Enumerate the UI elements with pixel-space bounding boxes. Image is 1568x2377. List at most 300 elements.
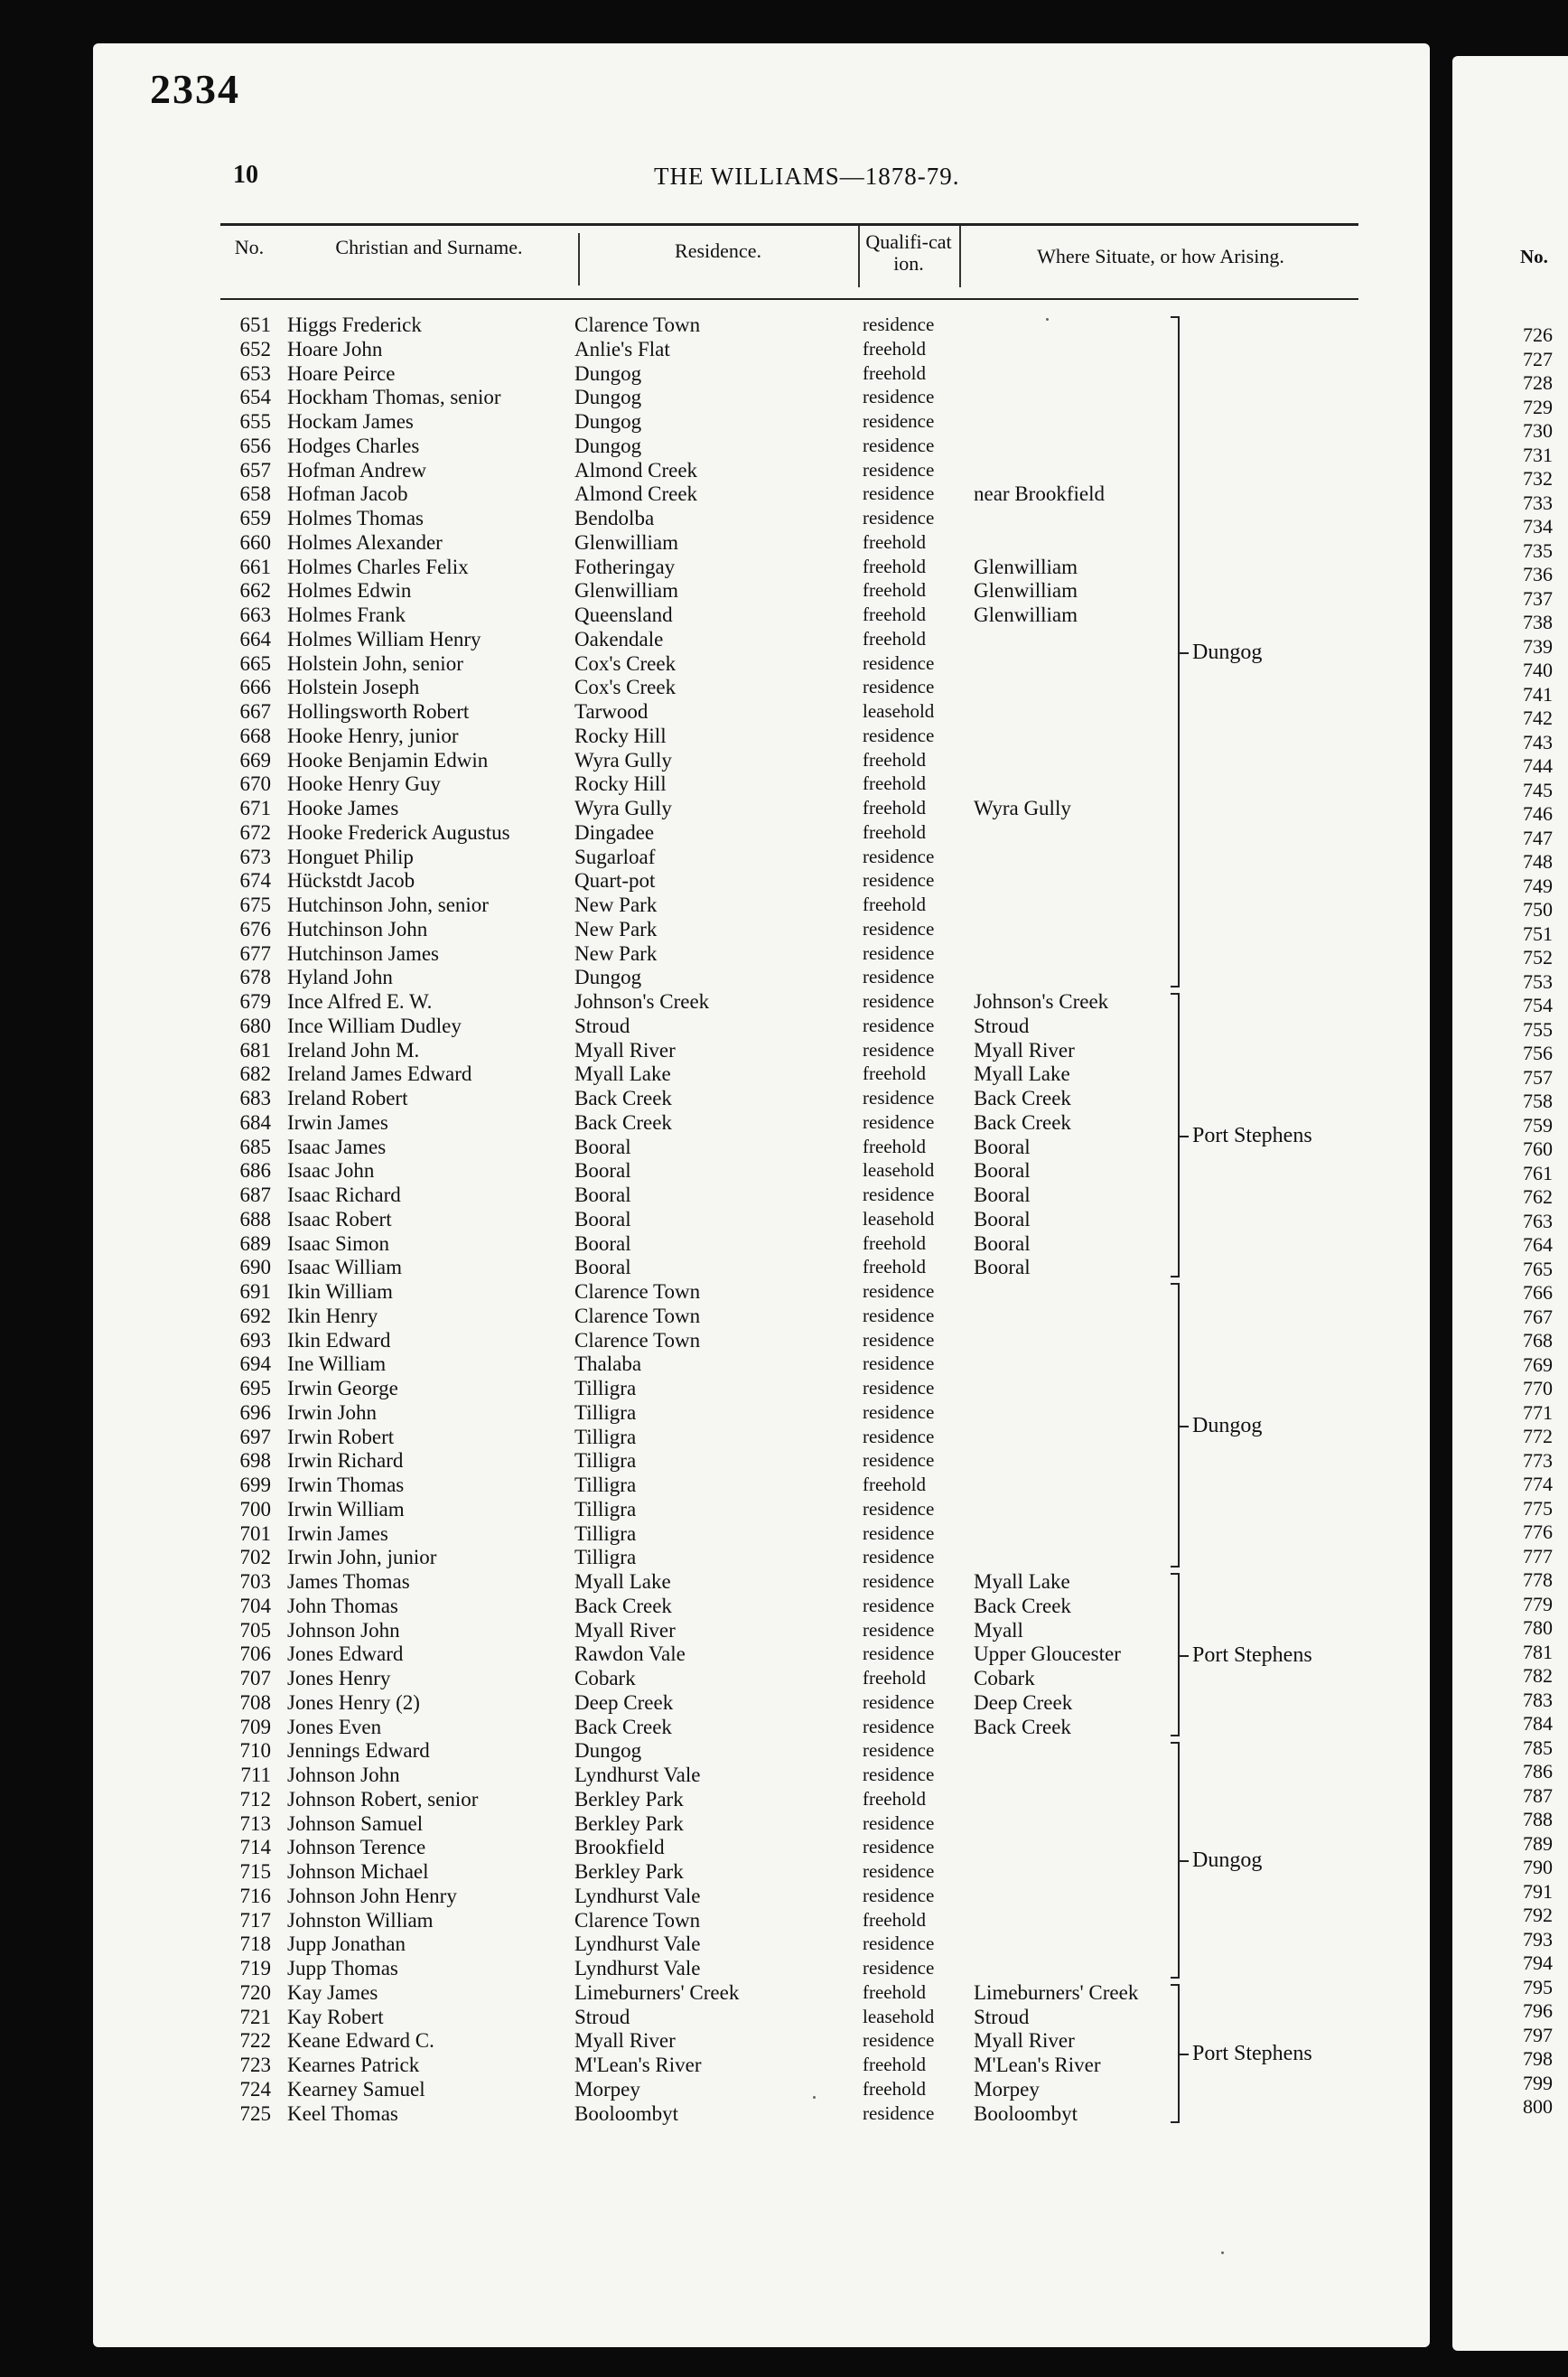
next-page-entry-number: 798 [1523,2047,1553,2070]
next-page-entry-number: 727 [1523,347,1553,370]
entry-number: 715 [239,1860,271,1883]
entry-number: 684 [239,1110,271,1134]
entry-qualification: residence [863,869,935,892]
entry-residence: Rocky Hill [574,772,667,796]
next-page-entry-number: 749 [1523,874,1553,897]
entry-where-situate: Booral [974,1231,1031,1255]
entry-name: Kay Robert [287,2005,384,2028]
entry-qualification: residence [863,1957,935,1979]
entry-number: 652 [239,337,271,360]
entry-qualification: freehold [863,1787,926,1810]
entry-residence: Lyndhurst Vale [574,1764,701,1786]
entry-number: 651 [239,314,271,336]
table-row [0,1158,1409,1183]
entry-number: 688 [239,1207,271,1231]
entry-number: 682 [239,1062,271,1086]
next-page-entry-number: 729 [1523,395,1553,418]
table-row [0,772,1409,796]
next-page-entry-number: 769 [1523,1352,1553,1376]
entry-qualification: residence [863,1690,935,1713]
entry-number: 689 [239,1231,271,1255]
entry-name: Holmes Frank [287,604,406,626]
next-page-entry-number: 765 [1523,1257,1553,1280]
next-page-entry-number: 742 [1523,707,1553,729]
group-label: Dungog [1192,1413,1263,1437]
bracket-point [1180,1136,1189,1137]
entry-residence: Booral [574,1231,631,1255]
entry-name: Hückstdt Jacob [287,869,415,893]
next-page-entry-number: 738 [1523,611,1553,633]
entry-residence: Bendolba [574,507,655,529]
entry-name: Hockham Thomas, senior [287,386,501,409]
table-row [0,1376,1409,1400]
entry-name: Hollingsworth Robert [287,700,470,723]
entry-residence: Tilligra [574,1474,637,1496]
entry-number: 695 [239,1377,271,1399]
entry-qualification: residence [863,1328,935,1351]
entry-number: 658 [239,482,271,506]
entry-where-situate: Myall River [974,1038,1075,1062]
entry-number: 674 [239,869,271,893]
entry-where-situate: Myall River [974,2029,1075,2053]
next-page-entry-number: 779 [1523,1592,1553,1615]
next-page-entry-number: 794 [1523,1951,1553,1974]
entry-number: 676 [239,917,271,941]
next-page-entry-number: 743 [1523,730,1553,753]
entry-where-situate: Morpey [974,2077,1040,2101]
paper-speck [813,2096,816,2099]
entry-name: Johnson Michael [287,1860,429,1883]
table-row [0,724,1409,748]
entry-residence: Morpey [574,2077,640,2101]
entry-residence: Dingadee [574,820,655,844]
entry-residence: Myall River [574,2029,676,2053]
entry-qualification: residence [863,1449,935,1472]
entry-where-situate: Johnson's Creek [974,990,1109,1013]
entry-name: Hooke James [287,797,399,819]
entry-name: Irwin James [287,1110,388,1134]
entry-number: 659 [239,507,271,529]
entry-residence: Glenwilliam [574,579,678,603]
next-page-entry-number: 733 [1523,491,1553,514]
group-label: Port Stephens [1192,1123,1312,1147]
next-page-entry-number: 756 [1523,1042,1553,1064]
entry-name: Hoare John [287,337,383,360]
next-page-entry-number: 747 [1523,826,1553,849]
table-row [0,555,1409,579]
entry-residence: Clarence Town [574,1908,701,1932]
entry-residence: Thalaba [574,1352,642,1376]
entry-name: Hutchinson John [287,917,428,941]
entry-qualification: residence [863,917,935,940]
entry-name: Irwin Richard [287,1449,404,1473]
entry-qualification: freehold [863,772,926,795]
entry-residence: Booloombyt [574,2101,679,2125]
next-page-entry-number: 740 [1523,659,1553,681]
entry-number: 656 [239,434,271,457]
next-page-entry-number: 741 [1523,682,1553,706]
entry-qualification: residence [863,845,935,867]
entry-qualification: freehold [863,1980,926,2003]
entry-number: 703 [239,1570,271,1593]
entry-name: Ine William [287,1352,387,1376]
entry-number: 668 [239,724,271,747]
entry-where-situate: Back Creek [974,1715,1071,1738]
entry-qualification: residence [863,966,935,988]
entry-qualification: freehold [863,2077,926,2100]
entry-qualification: residence [863,434,935,456]
entry-where-situate: Glenwilliam [974,579,1078,603]
next-page-entry-number: 762 [1523,1185,1553,1208]
entry-residence: Clarence Town [574,1280,701,1303]
entry-qualification: residence [863,1715,935,1737]
entry-name: Irwin John, junior [287,1546,437,1569]
next-page-entry-number: 744 [1523,754,1553,777]
entry-residence: Almond Creek [574,458,698,482]
table-row [0,530,1409,555]
next-page-entry-number: 790 [1523,1856,1553,1878]
entry-residence: Tilligra [574,1521,637,1545]
table-row [0,385,1409,409]
next-page-entry-number: 774 [1523,1473,1553,1495]
column-divider [959,226,961,287]
entry-residence: Tilligra [574,1425,637,1448]
table-row [0,1787,1409,1811]
entry-qualification: freehold [863,530,926,553]
entry-residence: Cox's Creek [574,651,677,675]
entry-qualification: residence [863,1038,935,1061]
entry-residence: Wyra Gully [574,748,672,772]
entry-name: Hutchinson James [287,941,440,965]
table-row [0,1448,1409,1473]
table-row [0,1569,1409,1594]
next-page-entry-number: 753 [1523,969,1553,993]
entry-where-situate: Wyra Gully [974,797,1071,819]
next-page-entry-number: 778 [1523,1568,1553,1591]
table-row [0,868,1409,893]
next-page-entry-number: 791 [1523,1879,1553,1903]
next-page-entry-number: 767 [1523,1305,1553,1328]
next-page-entry-number: 800 [1523,2095,1553,2118]
table-row [0,917,1409,941]
entry-number: 694 [239,1352,271,1376]
entry-residence: Wyra Gully [574,797,672,819]
bracket-point [1180,1860,1189,1862]
table-row [0,1062,1409,1086]
table-row [0,313,1409,337]
next-page-entry-number: 739 [1523,634,1553,658]
entry-residence: Rocky Hill [574,724,667,747]
entry-residence: Booral [574,1184,631,1206]
entry-number: 680 [239,1014,271,1037]
table-row [0,1956,1409,1980]
entry-where-situate: Upper Gloucester [974,1642,1121,1666]
entry-qualification: freehold [863,1474,926,1495]
next-page-entry-number: 735 [1523,538,1553,562]
entry-name: Ince William Dudley [287,1014,462,1037]
entry-qualification: residence [863,482,935,505]
entry-qualification: residence [863,1618,935,1641]
next-page-entry-number: 730 [1523,419,1553,442]
table-row [0,337,1409,361]
entry-qualification: residence [863,1280,935,1302]
next-page-entry-number: 728 [1523,371,1553,394]
entry-qualification: freehold [863,579,926,602]
next-page-entry-number: 775 [1523,1496,1553,1520]
entry-qualification: residence [863,1739,935,1762]
next-page-entry-number: 777 [1523,1544,1553,1568]
entry-name: Ireland James Edward [287,1062,472,1086]
entry-name: Johnson Samuel [287,1811,424,1835]
bracket-point [1180,652,1189,654]
entry-residence: Rawdon Vale [574,1642,686,1666]
entry-residence: Anlie's Flat [574,337,670,360]
entry-name: Irwin James [287,1521,388,1545]
next-page-entry-number: 745 [1523,778,1553,801]
entry-number: 717 [239,1908,271,1932]
entry-residence: Glenwilliam [574,530,678,554]
entry-residence: Berkley Park [574,1860,684,1883]
table-row [0,1231,1409,1256]
entry-qualification: residence [863,1836,935,1858]
entry-residence: New Park [574,917,658,941]
entry-where-situate: Back Creek [974,1110,1071,1134]
entry-qualification: freehold [863,797,926,819]
group-label: Dungog [1192,1848,1263,1872]
entry-number: 699 [239,1474,271,1496]
entry-residence: Brookfield [574,1836,665,1859]
entry-qualification: freehold [863,1908,926,1931]
table-row [0,1014,1409,1038]
table-row [0,1908,1409,1932]
entry-name: James Thomas [287,1570,410,1593]
entry-qualification: residence [863,990,935,1012]
entry-number: 692 [239,1304,271,1327]
entry-residence: Dungog [574,410,642,433]
entry-qualification: residence [863,1352,935,1375]
entry-qualification: leasehold [863,1207,935,1230]
table-row [0,1521,1409,1546]
next-page-entry-number: 766 [1523,1281,1553,1304]
next-page-column-header-no: No. [1520,246,1548,267]
entry-name: Holstein John, senior [287,651,463,675]
entry-residence: Myall Lake [574,1570,671,1593]
entry-number: 724 [239,2077,271,2101]
entry-qualification: residence [863,1932,935,1955]
table-row [0,699,1409,724]
entry-name: Holmes William Henry [287,627,481,650]
table-row [0,2101,1409,2126]
entry-residence: Myall River [574,1618,676,1642]
entry-residence: Tilligra [574,1449,637,1473]
table-row [0,506,1409,530]
entry-number: 672 [239,820,271,844]
entry-name: Ikin Henry [287,1304,378,1327]
entry-qualification: residence [863,314,935,335]
next-page-entry-number: 768 [1523,1329,1553,1352]
table-row [0,989,1409,1014]
entry-qualification: freehold [863,1135,926,1157]
entry-number: 705 [239,1618,271,1642]
entry-qualification: residence [863,410,935,432]
entry-number: 665 [239,651,271,675]
entry-residence: Lyndhurst Vale [574,1884,701,1907]
entry-number: 701 [239,1521,271,1545]
group-label: Dungog [1192,640,1263,664]
table-row [0,675,1409,699]
archive-stamp-number: 2334 [150,66,240,112]
next-page-entry-number: 792 [1523,1904,1553,1926]
next-page-entry-number: 780 [1523,1616,1553,1639]
entry-name: Johnson John [287,1764,400,1786]
entry-number: 718 [239,1932,271,1956]
entry-where-situate: Booral [974,1159,1031,1183]
bracket-point [1180,2054,1189,2055]
table-row [0,409,1409,434]
entry-qualification: residence [863,1377,935,1399]
entry-residence: Dungog [574,966,642,989]
entry-name: Holmes Thomas [287,507,424,529]
entry-where-situate: Limeburners' Creek [974,1980,1139,2004]
entry-number: 683 [239,1087,271,1109]
column-header-name: Christian and Surname. [335,236,523,258]
entry-name: Isaac Simon [287,1231,390,1255]
table-row [0,1328,1409,1352]
entry-residence: Sugarloaf [574,845,656,868]
entry-residence: Lyndhurst Vale [574,1932,701,1956]
entry-qualification: freehold [863,1256,926,1278]
entry-name: Hooke Henry Guy [287,772,441,796]
entry-name: Hooke Frederick Augustus [287,820,510,844]
entry-residence: Tilligra [574,1377,637,1399]
entry-name: Keane Edward C. [287,2029,434,2053]
entry-qualification: residence [863,1497,935,1520]
group-bracket [1171,1742,1183,1979]
paper-speck [1046,318,1049,321]
next-page-entry-number: 755 [1523,1017,1553,1041]
entry-residence: Myall River [574,1038,676,1062]
table-row [0,820,1409,845]
entry-residence: Limeburners' Creek [574,1980,740,2004]
entry-name: Johnson John [287,1618,400,1642]
next-page-entry-number: 764 [1523,1233,1553,1256]
column-divider [858,226,860,287]
table-row [0,965,1409,989]
table-row [0,1304,1409,1328]
next-page-entry-number: 734 [1523,515,1553,538]
entry-number: 685 [239,1135,271,1158]
bracket-point [1180,1426,1189,1427]
entry-residence: M'Lean's River [574,2054,702,2076]
entry-qualification: freehold [863,627,926,650]
group-bracket [1171,316,1183,987]
group-label: Port Stephens [1192,1642,1312,1667]
next-page-entry-number: 787 [1523,1783,1553,1807]
next-page-entry-number: 737 [1523,586,1553,610]
table-row [0,1715,1409,1739]
entry-residence: Stroud [574,2005,630,2028]
entry-name: Jones Even [287,1715,382,1738]
entry-name: Kearnes Patrick [287,2054,420,2076]
next-page-entry-number: 748 [1523,850,1553,873]
entry-residence: Deep Creek [574,1690,674,1714]
table-row [0,1207,1409,1231]
entry-qualification: residence [863,1884,935,1906]
entry-residence: Back Creek [574,1110,672,1134]
entry-name: Johnson John Henry [287,1884,457,1907]
table-row [0,1763,1409,1787]
next-page-entry-number: 759 [1523,1113,1553,1137]
entry-name: Jennings Edward [287,1739,430,1763]
entry-name: Isaac Richard [287,1184,401,1206]
entry-where-situate: Cobark [974,1667,1035,1689]
entry-residence: Back Creek [574,1715,672,1738]
entry-qualification: freehold [863,1667,926,1689]
entry-residence: Almond Creek [574,482,698,506]
entry-residence: Stroud [574,1014,630,1037]
entry-residence: Cox's Creek [574,676,677,699]
table-row [0,1884,1409,1908]
table-row [0,1352,1409,1376]
next-page-entry-number: 736 [1523,563,1553,585]
entry-number: 690 [239,1256,271,1279]
entry-qualification: freehold [863,361,926,384]
entry-number: 723 [239,2054,271,2076]
entry-number: 655 [239,410,271,433]
entry-number: 671 [239,797,271,819]
entry-name: Jones Henry [287,1667,391,1689]
entry-number: 653 [239,361,271,385]
group-bracket [1171,1573,1183,1736]
entry-qualification: freehold [863,820,926,843]
entry-where-situate: Stroud [974,2005,1030,2028]
entry-name: Hoare Peirce [287,361,396,385]
entry-name: Ireland Robert [287,1087,408,1109]
entry-where-situate: near Brookfield [974,482,1105,506]
entry-residence: Lyndhurst Vale [574,1957,701,1979]
group-bracket [1171,1984,1183,2124]
entry-name: Ince Alfred E. W. [287,990,433,1013]
entry-where-situate: Stroud [974,1014,1030,1037]
entry-name: Higgs Frederick [287,314,422,336]
table-row [0,1980,1409,2005]
next-page-entry-number: 731 [1523,443,1553,466]
entry-name: Jupp Jonathan [287,1932,406,1956]
header-bottom-rule [220,298,1358,300]
entry-residence: New Park [574,894,658,916]
entry-residence: Myall Lake [574,1062,671,1086]
entry-qualification: leasehold [863,1159,935,1182]
entry-number: 687 [239,1184,271,1206]
entry-name: Irwin George [287,1377,398,1399]
entry-name: Isaac John [287,1159,375,1183]
entry-residence: Dungog [574,361,642,385]
entry-qualification: residence [863,1860,935,1882]
column-header-residence: Residence. [675,239,761,262]
entry-number: 722 [239,2029,271,2053]
next-page-entry-number: 783 [1523,1688,1553,1711]
entry-name: Irwin Robert [287,1425,395,1448]
entry-number: 708 [239,1690,271,1714]
table-row [0,845,1409,869]
table-row [0,1473,1409,1497]
entry-where-situate: M'Lean's River [974,2054,1101,2076]
next-page-entry-number: 763 [1523,1209,1553,1232]
table-row [0,578,1409,603]
bracket-bottom [1171,2121,1180,2123]
entry-where-situate: Glenwilliam [974,555,1078,578]
entry-qualification: residence [863,1425,935,1447]
